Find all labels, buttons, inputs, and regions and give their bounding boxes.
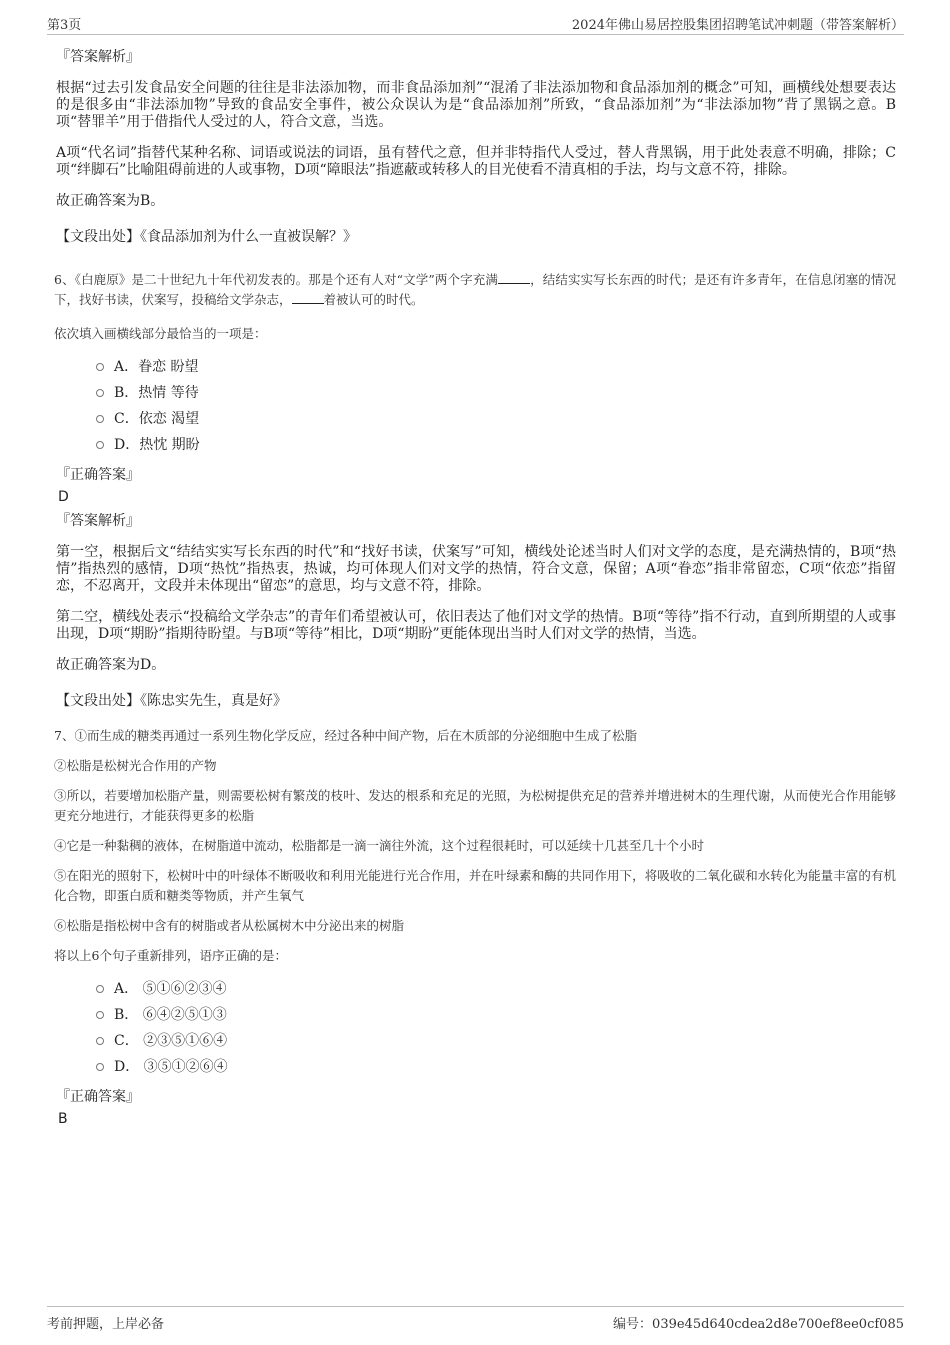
q6-option-d[interactable] [96,432,896,458]
q6-answer-line: 故正确答案为D。 [56,657,166,673]
option-label: C．依恋 渴望 [114,411,200,427]
q7-correct-heading: 『正确答案』 [56,1089,140,1105]
q6-stem-part2: ，结结实实写长东西的时代；是还有许多青年，在信息闭塞的情况下，找好书读，伏案写，投稿给文学杂志， [54,272,896,307]
option-label: D．热忱 期盼 [114,437,200,453]
q7-sentence-1: 7、①而生成的糖类再通过一系列生物化学反应，经过各种中间产物，后在木质部的分泌细胞中生成了松脂 [54,728,637,743]
option-label: B．热情 等待 [114,385,199,401]
q7-sentence-4: ④它是一种黏稠的液体，在树脂道中流动，松脂都是一滴一滴往外流，这个过程很耗时，可以延续十几甚至几十个小时 [54,838,705,853]
page-number: 第3页 [47,18,82,33]
q5-analysis-heading: 『答案解析』 [56,49,140,65]
q7-sentence-2: ②松脂是松树光合作用的产物 [54,758,217,773]
page-footer [47,1306,904,1337]
option-label: A．眷恋 盼望 [114,359,199,375]
q6-stem [54,270,896,310]
footer-doc-id: 编号：039e45d640cdea2d8e700ef8ee0cf085 [613,1317,904,1332]
q7-option-d[interactable] [96,1054,896,1080]
q6-blank-1 [498,271,530,284]
q6-option-a[interactable] [96,354,896,380]
option-label: C． ②③⑤①⑥④ [114,1033,228,1049]
q6-option-c[interactable] [96,406,896,432]
q6-stem-part3: 着被认可的时代。 [323,292,424,307]
q6-source: 【文段出处】《陈忠实先生，真是好》 [56,693,287,709]
q5-analysis-p1: 根据“过去引发食品安全问题的往往是非法添加物，而非食品添加剂”“混淆了非法添加物和食品添加剂的概念”可知，画横线处想要表达的是很多由“非法添加物”导致的食品安全事件，被公众误认为是“食品添加剂”所致，“食品添加剂”为“非法添加物”背了黑锅之意。B项“替罪羊”用于借指代人受过的人，符合文意，当选。 [56,80,896,130]
radio-icon[interactable] [96,1063,104,1071]
radio-icon[interactable] [96,415,104,423]
q7-option-c[interactable] [96,1028,896,1054]
q7-sentence-6: ⑥松脂是指松树中含有的树脂或者从松属树木中分泌出来的树脂 [54,918,405,933]
q6-stem-part1: 6、《白鹿原》是二十世纪九十年代初发表的。那是个还有人对“文学”两个字充满 [54,272,498,287]
q6-blank-2 [292,291,324,304]
q6-options [96,354,896,458]
radio-icon[interactable] [96,1037,104,1045]
q5-analysis-p2: A项“代名词”指替代某种名称、词语或说法的词语，虽有替代之意，但并非特指代人受过，替人背黑锅，用于此处表意不明确，排除；C项“绊脚石”比喻阻碍前进的人或事物，D项“障眼法”指遮蔽或转移人的目光使看不清真相的手法，均与文意不符，排除。 [56,145,896,178]
q5-source: 【文段出处】《食品添加剂为什么一直被误解？》 [56,229,357,245]
q7-sentence-3: ③所以，若要增加松脂产量，则需要松树有繁茂的枝叶、发达的根系和充足的光照，为松树提供充足的营养并增进树木的生理代谢，从而使光合作用能够更充分地进行，才能获得更多的松脂 [54,788,896,823]
footer-slogan: 考前押题，上岸必备 [47,1317,165,1332]
option-label: D． ③⑤①②⑥④ [114,1059,228,1075]
q5-answer-line: 故正确答案为B。 [56,193,165,209]
q7-options [96,976,896,1080]
radio-icon[interactable] [96,389,104,397]
radio-icon[interactable] [96,985,104,993]
q6-analysis-p1: 第一空，根据后文“结结实实写长东西的时代”和“找好书读，伏案写”可知，横线处论述当时人们对文学的态度，是充满热情的，B项“热情”指热烈的感情，D项“热忱”指热衷，热诚，均可体现人们对文学的热情，符合文意，保留；A项“眷恋”指非常留恋，C项“依恋”指留恋，不忍离开，文段并未体现出“留恋”的意思，均与文意不符，排除。 [56,544,896,594]
q6-correct-heading: 『正确答案』 [56,467,140,483]
q7-option-a[interactable] [96,976,896,1002]
q6-option-b[interactable] [96,380,896,406]
radio-icon[interactable] [96,363,104,371]
document-body [56,42,896,1130]
page-header [47,14,904,35]
q7-prompt: 将以上6个句子重新排列，语序正确的是： [54,948,287,963]
q6-prompt: 依次填入画横线部分最恰当的一项是： [54,326,267,341]
q7-sentence-5: ⑤在阳光的照射下，松树叶中的叶绿体不断吸收和利用光能进行光合作用，并在叶绿素和酶的共同作用下，将吸收的二氧化碳和水转化为能量丰富的有机化合物，即蛋白质和糖类等物质，并产生氧气 [54,868,896,903]
q7-option-b[interactable] [96,1002,896,1028]
option-label: A． ⑤①⑥②③④ [114,981,227,997]
q6-correct-answer: D [58,489,69,505]
q7-correct-answer: B [58,1111,68,1127]
document-title: 2024年佛山易居控股集团招聘笔试冲刺题（带答案解析） [571,18,904,33]
radio-icon[interactable] [96,441,104,449]
option-label: B． ⑥④②⑤①③ [114,1007,227,1023]
radio-icon[interactable] [96,1011,104,1019]
q6-analysis-p2: 第二空，横线处表示“投稿给文学杂志”的青年们希望被认可，依旧表达了他们对文学的热情。B项“等待”指不行动，直到所期望的人或事出现，D项“期盼”指期待盼望。与B项“等待”相比，D项“期盼”更能体现出当时人们对文学的热情，当选。 [56,609,896,642]
q6-analysis-heading: 『答案解析』 [56,513,140,529]
